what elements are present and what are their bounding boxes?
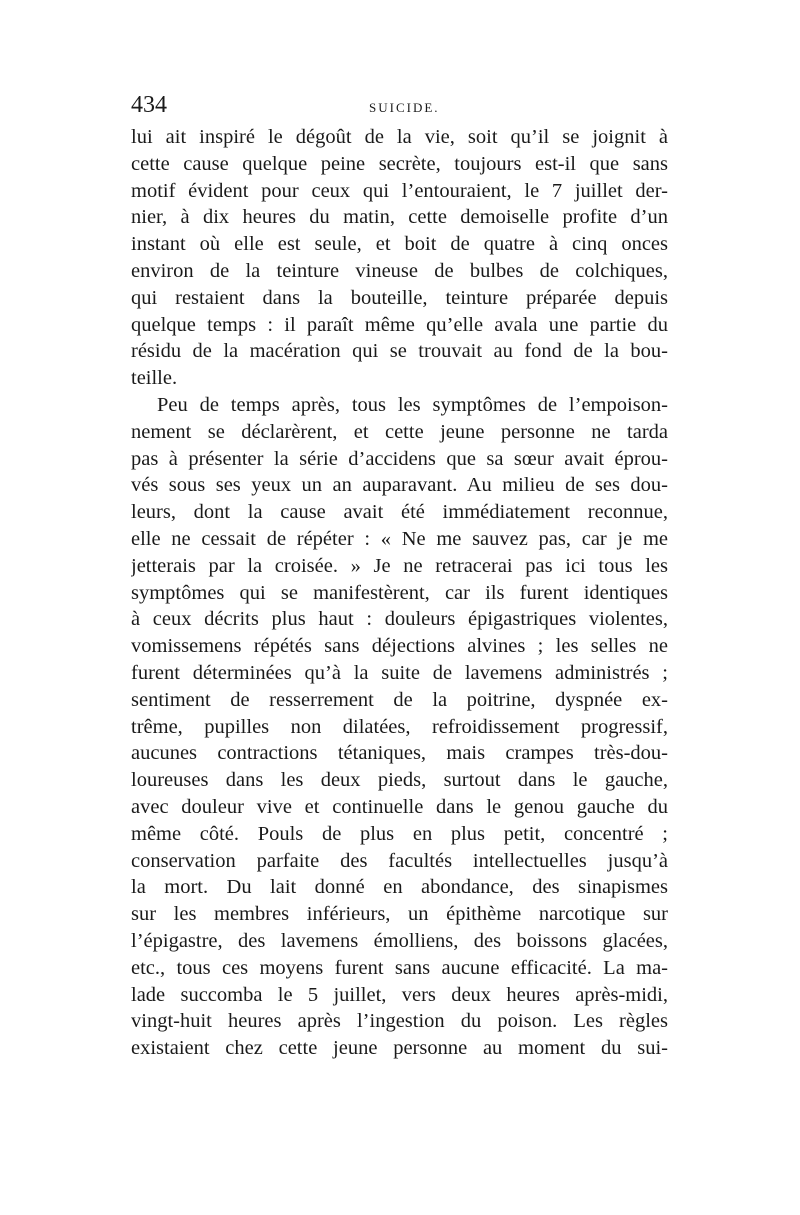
text-line: vés sous ses yeux un an auparavant. Au milieu de ses dou- [131, 474, 668, 497]
text-line: aucunes contractions tétaniques, mais crampes très-dou- [131, 742, 668, 765]
text-line: elle ne cessait de répéter : « Ne me sauvez pas, car je me [131, 527, 668, 550]
text-line: vingt-huit heures après l’ingestion du poison. Les règles [131, 1010, 668, 1033]
text-line: trême, pupilles non dilatées, refroidissement progressif, [131, 715, 668, 738]
text-line: teille. [131, 367, 178, 390]
text-line: lade succomba le 5 juillet, vers deux heures après-midi, [131, 983, 668, 1006]
text-line: conservation parfaite des facultés intellectuelles jusqu’à [131, 849, 668, 872]
running-head: SUICIDE. [369, 100, 440, 115]
text-line: etc., tous ces moyens furent sans aucune efficacité. La ma- [131, 956, 668, 979]
page-number: 434 [131, 92, 167, 118]
text-line: qui restaient dans la bouteille, teinture préparée depuis [131, 286, 668, 309]
text-line: résidu de la macération qui se trouvait au fond de la bou- [131, 340, 668, 363]
text-line: symptômes qui se manifestèrent, car ils furent identiques [131, 581, 668, 604]
page-header [131, 92, 668, 122]
text-line: furent déterminées qu’à la suite de lavemens administrés ; [131, 661, 668, 684]
text-line: Peu de temps après, tous les symptômes de l’empoison- [157, 393, 668, 416]
text-line: vomissemens répétés sans déjections alvines ; les selles ne [131, 635, 668, 658]
text-line: à ceux décrits plus haut : douleurs épigastriques violentes, [131, 608, 668, 631]
text-line: loureuses dans les deux pieds, surtout dans le gauche, [131, 769, 668, 792]
text-line: lui ait inspiré le dégoût de la vie, soit qu’il se joignit à [131, 126, 668, 148]
text-line: cette cause quelque peine secrète, toujours est-il que sans [131, 152, 668, 175]
text-line: nement se déclarèrent, et cette jeune personne ne tarda [131, 420, 668, 443]
text-line: motif évident pour ceux qui l’entouraient, le 7 juillet der- [131, 179, 668, 202]
text-line: même côté. Pouls de plus en plus petit, concentré ; [131, 822, 668, 845]
text-line: jetterais par la croisée. » Je ne retracerai pas ici tous les [131, 554, 668, 577]
text-line: pas à présenter la série d’accidens que sa sœur avait éprou- [131, 447, 668, 470]
text-line: avec douleur vive et continuelle dans le genou gauche du [131, 795, 668, 818]
text-line: existaient chez cette jeune personne au moment du sui- [131, 1037, 668, 1060]
text-line: leurs, dont la cause avait été immédiatement reconnue, [131, 501, 668, 524]
text-line: l’épigastre, des lavemens émolliens, des boissons glacées, [131, 929, 668, 952]
text-line: sur les membres inférieurs, un épithème narcotique sur [131, 903, 668, 926]
text-line: environ de la teinture vineuse de bulbes de colchiques, [131, 259, 668, 282]
body-text [131, 124, 668, 1062]
text-line: sentiment de resserrement de la poitrine, dyspnée ex- [131, 688, 668, 711]
text-line: quelque temps : il paraît même qu’elle avala une partie du [131, 313, 668, 336]
text-line: la mort. Du lait donné en abondance, des sinapismes [131, 876, 668, 899]
text-line: instant où elle est seule, et boit de quatre à cinq onces [131, 233, 668, 256]
text-line: nier, à dix heures du matin, cette demoiselle profite d’un [131, 206, 668, 229]
